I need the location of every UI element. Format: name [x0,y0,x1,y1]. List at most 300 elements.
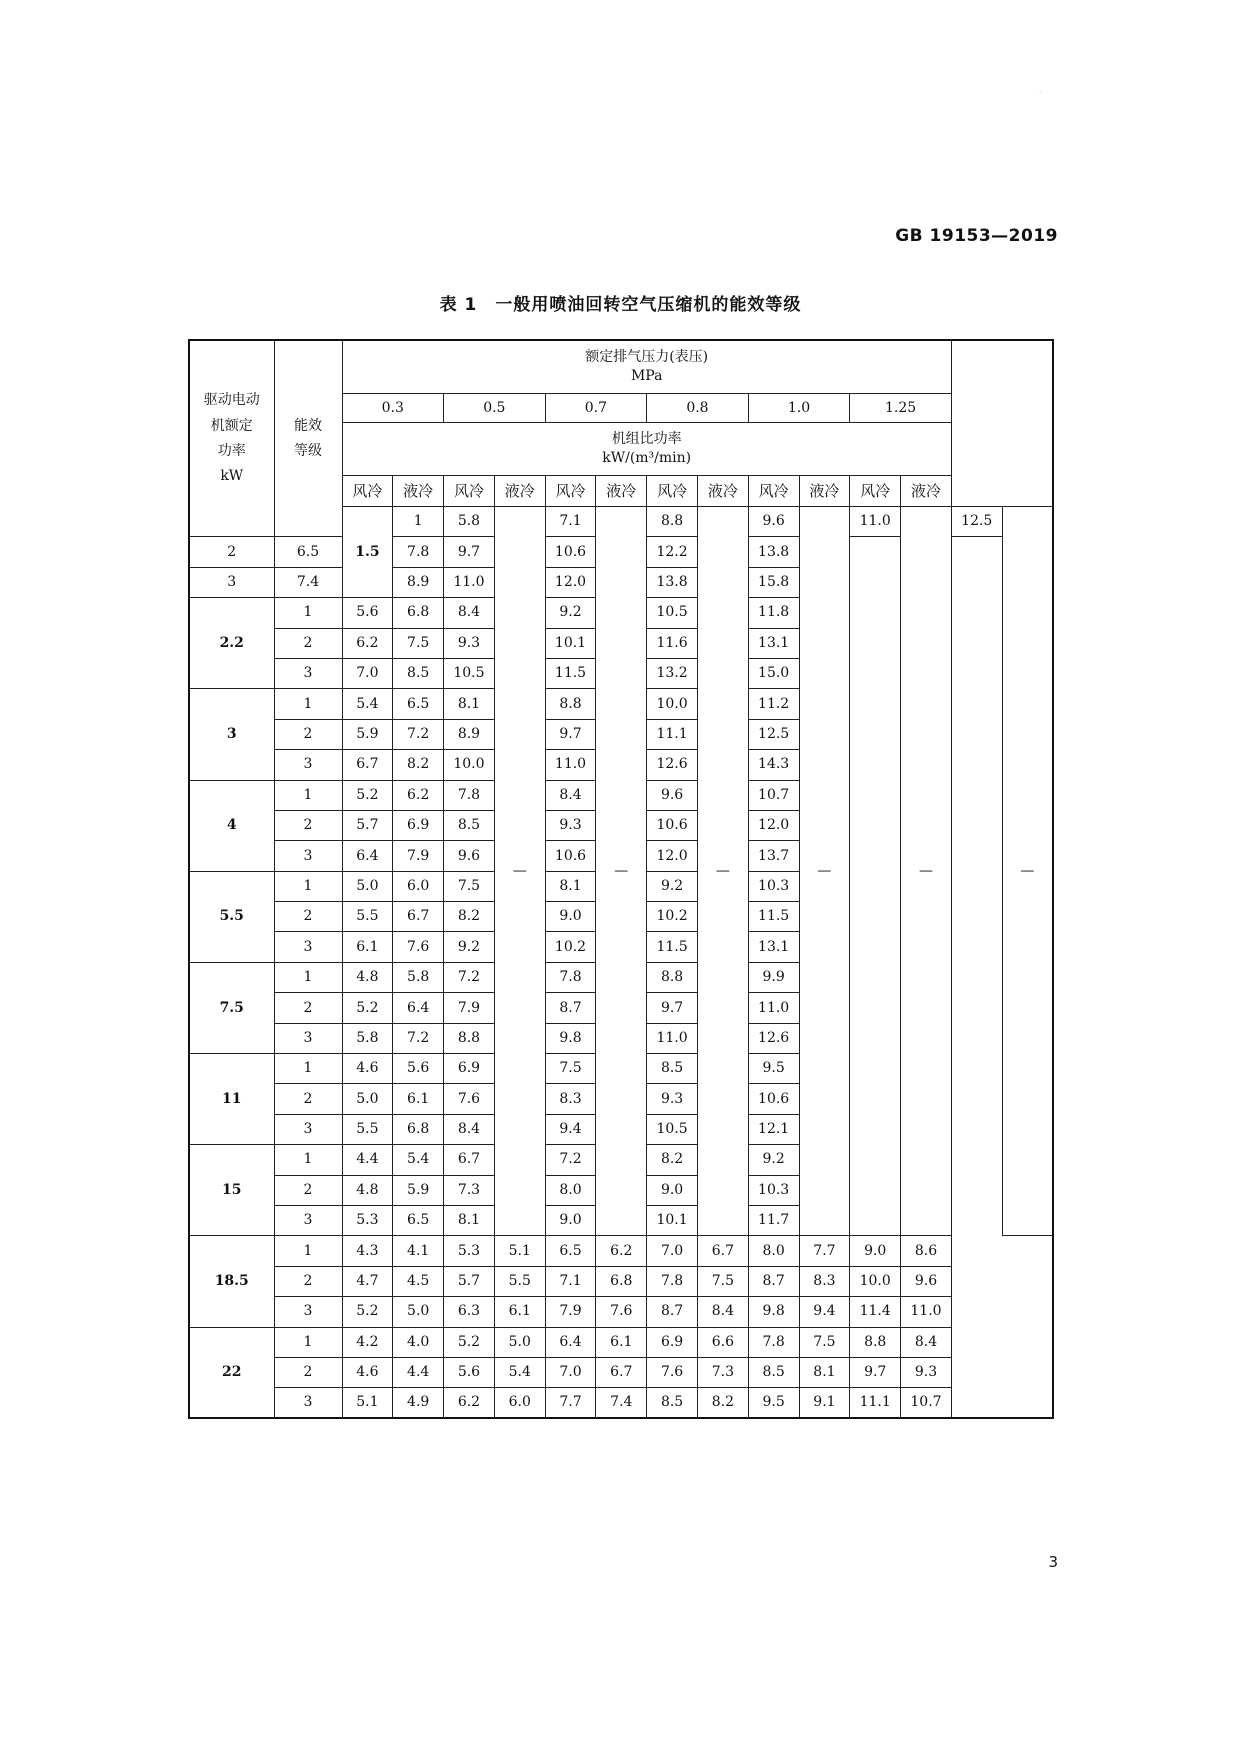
air-cooled-value: 8.2 [393,750,444,780]
table-row [189,1327,1053,1357]
air-cooled-header: 风冷 [850,476,901,507]
grade-cell: 1 [274,689,342,719]
air-cooled-value: 11.4 [850,1297,901,1327]
motor-power-cell: 11 [189,1054,274,1145]
grade-cell: 2 [274,1266,342,1296]
liquid-cooled-value: 4.4 [393,1357,444,1387]
air-cooled-value: 8.8 [647,507,698,537]
liquid-cooled-value: 4.1 [393,1236,444,1266]
air-cooled-value: 10.6 [545,537,596,567]
pressure-value: 1.0 [748,394,850,423]
air-cooled-value: 5.4 [342,689,393,719]
air-cooled-value: 4.8 [342,962,393,992]
air-cooled-value: 5.7 [444,1266,495,1296]
grade-cell: 2 [189,537,274,567]
air-cooled-value: 12.6 [748,1023,799,1053]
grade-cell: 2 [274,1084,342,1114]
air-cooled-value: 6.5 [274,537,342,567]
air-cooled-value: 12.5 [951,507,1002,537]
liquid-not-applicable [799,507,850,1236]
air-cooled-value: 8.9 [444,719,495,749]
grade-header-line: 等级 [294,442,322,459]
air-cooled-value: 4.6 [342,1357,393,1387]
air-cooled-value: 10.5 [647,598,698,628]
grade-cell: 3 [274,658,342,688]
air-cooled-value: 6.5 [393,1205,444,1235]
motor-power-cell: 2.2 [189,598,274,689]
grade-cell: 3 [274,1023,342,1053]
air-cooled-value: 9.3 [545,810,596,840]
liquid-cooled-value: 9.3 [901,1357,952,1387]
motor-power-cell: 1.5 [342,507,393,598]
air-cooled-value: 10.6 [545,841,596,871]
air-cooled-header: 风冷 [748,476,799,507]
air-cooled-value: 7.6 [393,932,444,962]
air-cooled-value: 7.3 [444,1175,495,1205]
air-cooled-value: 4.4 [342,1145,393,1175]
air-cooled-value: 13.7 [748,841,799,871]
grade-cell: 1 [274,1145,342,1175]
air-cooled-value: 6.4 [393,993,444,1023]
air-cooled-value: 11.6 [647,628,698,658]
air-cooled-value: 7.9 [393,841,444,871]
air-cooled-value: 6.4 [342,841,393,871]
air-cooled-header: 风冷 [647,476,698,507]
liquid-not-applicable [494,507,545,1236]
air-cooled-value: 8.8 [444,1023,495,1053]
liquid-cooled-value: 8.1 [799,1357,850,1387]
air-cooled-value: 6.8 [393,598,444,628]
air-cooled-value: 4.2 [342,1327,393,1357]
air-cooled-value: 5.1 [342,1388,393,1418]
grade-cell: 2 [274,1357,342,1387]
air-cooled-value: 10.6 [647,810,698,840]
air-cooled-value: 8.1 [444,1205,495,1235]
grade-cell: 3 [274,932,342,962]
air-cooled-value: 7.5 [444,871,495,901]
dash-mark: — [614,862,629,879]
liquid-cooled-value: 8.2 [697,1388,748,1418]
air-cooled-value: 5.2 [444,1327,495,1357]
air-cooled-value: 11.5 [545,658,596,688]
air-cooled-value: 7.5 [393,628,444,658]
air-cooled-value: 9.5 [748,1388,799,1418]
air-cooled-value: 6.4 [545,1327,596,1357]
air-cooled-value: 9.2 [444,932,495,962]
air-cooled-value: 6.9 [444,1054,495,1084]
air-cooled-value: 7.4 [274,567,342,597]
liquid-cooled-value: 7.5 [799,1327,850,1357]
liquid-cooled-value: 7.4 [596,1388,647,1418]
air-cooled-value: 7.5 [545,1054,596,1084]
air-cooled-value: 9.3 [444,628,495,658]
air-cooled-value: 7.8 [444,780,495,810]
air-cooled-value: 8.2 [444,902,495,932]
air-cooled-value: 8.8 [545,689,596,719]
air-cooled-header: 风冷 [444,476,495,507]
air-cooled-value: 11.1 [647,719,698,749]
air-cooled-value: 9.7 [647,993,698,1023]
liquid-cooled-header: 液冷 [799,476,850,507]
air-cooled-value: 7.8 [647,1266,698,1296]
air-cooled-value: 10.5 [647,1114,698,1144]
liquid-cooled-value: 7.5 [697,1266,748,1296]
air-cooled-value: 9.0 [545,902,596,932]
air-cooled-value: 15.0 [748,658,799,688]
pressure-value: 0.8 [647,394,749,423]
air-cooled-value: 9.9 [748,962,799,992]
air-cooled-value: 9.2 [748,1145,799,1175]
air-cooled-value: 7.2 [393,719,444,749]
pressure-title: 额定排气压力(表压) [585,349,709,366]
air-cooled-value: 9.6 [647,780,698,810]
air-cooled-value: 5.2 [342,780,393,810]
air-cooled-value: 8.5 [393,658,444,688]
grade-cell: 3 [274,1297,342,1327]
liquid-cooled-value: 4.0 [393,1327,444,1357]
air-cooled-value: 8.1 [545,871,596,901]
air-cooled-value: 7.2 [444,962,495,992]
table-row [189,1357,1053,1387]
table-row [189,1236,1053,1266]
liquid-cooled-value: 4.9 [393,1388,444,1418]
air-cooled-value: 10.3 [748,871,799,901]
motor-power-cell: 7.5 [189,962,274,1053]
dash-mark: — [918,862,933,879]
pressure-value: 1.25 [850,394,952,423]
air-cooled-value: 9.7 [850,1357,901,1387]
air-cooled-value: 10.5 [444,658,495,688]
spec-unit: kW/(m³/min) [602,450,692,466]
air-cooled-value: 11.2 [748,689,799,719]
air-cooled-value: 10.2 [545,932,596,962]
grade-cell: 1 [274,1236,342,1266]
air-cooled-value: 9.6 [748,507,799,537]
grade-cell: 2 [274,810,342,840]
air-cooled-value: 7.6 [444,1084,495,1114]
air-cooled-value: 8.7 [545,993,596,1023]
air-cooled-value: 6.2 [444,1388,495,1418]
liquid-cooled-value: 8.4 [697,1297,748,1327]
pressure-value: 0.5 [444,394,546,423]
grade-cell: 1 [274,871,342,901]
liquid-cooled-header: 液冷 [494,476,545,507]
air-cooled-value: 7.2 [545,1145,596,1175]
air-cooled-value: 6.5 [393,689,444,719]
air-cooled-value: 6.7 [342,750,393,780]
air-cooled-value: 5.3 [444,1236,495,1266]
air-cooled-value: 5.0 [342,1084,393,1114]
air-cooled-value: 8.4 [444,598,495,628]
air-cooled-value: 7.1 [545,1266,596,1296]
liquid-cooled-value: 5.1 [494,1236,545,1266]
liquid-cooled-value: 5.0 [393,1297,444,1327]
liquid-cooled-header: 液冷 [901,476,952,507]
air-cooled-value: 13.8 [748,537,799,567]
table-row [189,1266,1053,1296]
air-cooled-value: 10.2 [647,902,698,932]
air-cooled-value: 5.6 [393,1054,444,1084]
air-cooled-value: 9.8 [748,1297,799,1327]
pressure-value: 0.7 [545,394,647,423]
air-cooled-value: 8.0 [545,1175,596,1205]
grade-cell: 3 [274,841,342,871]
air-cooled-value: 5.5 [342,902,393,932]
liquid-cooled-value: 6.0 [494,1388,545,1418]
air-cooled-value: 9.0 [545,1205,596,1235]
motor-power-cell: 18.5 [189,1236,274,1327]
grade-cell: 2 [274,1175,342,1205]
liquid-cooled-value: 5.0 [494,1327,545,1357]
dash-mark: — [1020,862,1035,879]
air-cooled-value: 12.2 [647,537,698,567]
table-caption: 表 1 一般用喷油回转空气压缩机的能效等级 [439,295,802,315]
air-cooled-value: 8.5 [647,1054,698,1084]
table-body [189,340,1053,1418]
air-cooled-value: 5.4 [393,1145,444,1175]
liquid-cooled-header: 液冷 [393,476,444,507]
liquid-cooled-header: 液冷 [596,476,647,507]
air-cooled-value: 4.6 [342,1054,393,1084]
air-cooled-value: 11.7 [748,1205,799,1235]
air-cooled-value: 10.1 [647,1205,698,1235]
liquid-cooled-value: 11.0 [901,1297,952,1327]
air-cooled-value: 6.9 [647,1327,698,1357]
liquid-cooled-value: 6.8 [596,1266,647,1296]
liquid-cooled-value: 6.1 [596,1327,647,1357]
grade-header [274,340,342,537]
air-cooled-value: 11.0 [545,750,596,780]
air-cooled-value: 6.0 [393,871,444,901]
air-cooled-value: 7.7 [545,1388,596,1418]
table-row [189,1297,1053,1327]
air-cooled-value: 6.2 [393,780,444,810]
air-cooled-value: 8.3 [545,1084,596,1114]
air-cooled-value: 8.9 [393,567,444,597]
motor-power-cell: 3 [189,689,274,780]
liquid-cooled-header: 液冷 [697,476,748,507]
grade-cell: 1 [274,1054,342,1084]
air-cooled-value: 7.0 [647,1236,698,1266]
air-cooled-value: 14.3 [748,750,799,780]
air-cooled-value: 11.0 [850,507,901,537]
air-cooled-value: 13.8 [647,567,698,597]
air-cooled-value: 5.8 [444,507,495,537]
liquid-not-applicable [1002,507,1053,1236]
air-cooled-value: 8.8 [850,1327,901,1357]
air-cooled-value: 11.0 [748,993,799,1023]
air-cooled-value: 10.0 [850,1266,901,1296]
pressure-unit: MPa [630,368,663,384]
liquid-cooled-value: 7.3 [697,1357,748,1387]
air-cooled-value: 8.8 [647,962,698,992]
air-cooled-value: 10.7 [748,780,799,810]
air-cooled-value: 11.0 [444,567,495,597]
air-cooled-value: 12.5 [748,719,799,749]
air-cooled-header: 风冷 [545,476,596,507]
air-cooled-value: 7.8 [545,962,596,992]
motor-power-cell: 15 [189,1145,274,1236]
motor-power-cell: 4 [189,780,274,871]
air-cooled-value: 9.6 [444,841,495,871]
liquid-cooled-value: 4.5 [393,1266,444,1296]
air-cooled-value: 9.4 [545,1114,596,1144]
grade-header-line: 能效 [294,417,322,434]
air-cooled-value: 6.1 [342,932,393,962]
air-cooled-value: 8.7 [748,1266,799,1296]
dash-mark: — [715,862,730,879]
air-cooled-value: 12.0 [647,841,698,871]
grade-cell: 1 [393,507,444,537]
liquid-cooled-value: 7.6 [596,1297,647,1327]
air-cooled-value: 8.0 [748,1236,799,1266]
motor-power-cell: 5.5 [189,871,274,962]
liquid-cooled-value: 9.6 [901,1266,952,1296]
liquid-cooled-value: 9.4 [799,1297,850,1327]
air-cooled-value: 8.5 [748,1357,799,1387]
air-cooled-value: 7.0 [342,658,393,688]
air-cooled-value: 6.1 [393,1084,444,1114]
air-cooled-value: 5.0 [342,871,393,901]
air-cooled-value: 5.5 [342,1114,393,1144]
grade-cell: 3 [274,1114,342,1144]
grade-cell: 1 [274,598,342,628]
air-cooled-value: 9.7 [444,537,495,567]
air-cooled-value: 5.3 [342,1205,393,1235]
air-cooled-value: 8.5 [444,810,495,840]
air-cooled-value: 9.5 [748,1054,799,1084]
air-cooled-value: 10.6 [748,1084,799,1114]
air-cooled-value: 9.2 [647,871,698,901]
air-cooled-value: 7.2 [393,1023,444,1053]
air-cooled-value: 7.0 [545,1357,596,1387]
grade-cell: 3 [274,750,342,780]
spec-title: 机组比功率 [611,431,682,448]
liquid-cooled-value: 8.3 [799,1266,850,1296]
air-cooled-value: 11.0 [647,1023,698,1053]
air-cooled-value: 13.1 [748,628,799,658]
air-cooled-value: 7.8 [393,537,444,567]
grade-cell: 1 [274,780,342,810]
air-cooled-value: 6.5 [545,1236,596,1266]
air-cooled-value: 6.7 [444,1145,495,1175]
grade-cell: 3 [274,1205,342,1235]
liquid-cooled-value: 6.7 [596,1357,647,1387]
air-cooled-value: 15.8 [748,567,799,597]
air-cooled-value: 5.9 [342,719,393,749]
air-cooled-value: 8.2 [647,1145,698,1175]
liquid-cooled-value: 8.4 [901,1327,952,1357]
air-cooled-value: 10.1 [545,628,596,658]
grade-cell: 3 [189,567,274,597]
liquid-cooled-value: 5.4 [494,1357,545,1387]
air-cooled-value: 5.7 [342,810,393,840]
air-cooled-value: 12.0 [545,567,596,597]
power-header-line: 机额定 [210,417,253,434]
air-cooled-value: 11.1 [850,1388,901,1418]
dash-mark: — [817,862,832,879]
air-cooled-value: 7.8 [748,1327,799,1357]
air-cooled-value: 9.7 [545,719,596,749]
liquid-not-applicable [697,507,748,1236]
power-header-line: kW [220,467,244,484]
liquid-cooled-value: 6.2 [596,1236,647,1266]
power-header-line: 驱动电动 [203,392,260,409]
grade-cell: 2 [274,993,342,1023]
air-cooled-value: 5.8 [393,962,444,992]
liquid-cooled-value: 6.7 [697,1236,748,1266]
air-cooled-value: 13.2 [647,658,698,688]
air-cooled-value: 10.0 [444,750,495,780]
air-cooled-value: 6.7 [393,902,444,932]
air-cooled-value: 5.6 [342,598,393,628]
air-cooled-header: 风冷 [342,476,393,507]
air-cooled-value: 5.2 [342,1297,393,1327]
grade-cell: 1 [274,962,342,992]
air-cooled-value: 7.6 [647,1357,698,1387]
air-cooled-value: 11.5 [647,932,698,962]
air-cooled-value: 4.8 [342,1175,393,1205]
air-cooled-value: 12.1 [748,1114,799,1144]
air-cooled-value: 5.2 [342,993,393,1023]
liquid-not-applicable [901,507,952,1236]
air-cooled-value: 10.0 [647,689,698,719]
air-cooled-value: 6.2 [342,628,393,658]
grade-cell: 1 [274,1327,342,1357]
standard-number: GB 19153—2019 [895,226,1058,246]
air-cooled-value: 5.9 [393,1175,444,1205]
air-cooled-value: 7.1 [545,507,596,537]
air-cooled-value: 8.1 [444,689,495,719]
page-number: 3 [1048,1553,1058,1571]
table-row [189,1388,1053,1418]
air-cooled-value: 9.3 [647,1084,698,1114]
air-cooled-value: 9.8 [545,1023,596,1053]
liquid-not-applicable [596,507,647,1236]
air-cooled-value: 9.0 [850,1236,901,1266]
air-cooled-value: 6.9 [393,810,444,840]
air-cooled-value: 7.9 [444,993,495,1023]
air-cooled-value: 8.4 [545,780,596,810]
grade-cell: 2 [274,628,342,658]
grade-cell: 2 [274,902,342,932]
grade-cell: 3 [274,1388,342,1418]
pressure-value: 0.3 [342,394,444,423]
air-cooled-value: 11.5 [748,902,799,932]
power-header-line: 功率 [217,442,246,459]
liquid-cooled-value: 6.6 [697,1327,748,1357]
air-cooled-value: 8.5 [647,1388,698,1418]
liquid-cooled-value: 7.7 [799,1236,850,1266]
air-cooled-value: 6.8 [393,1114,444,1144]
air-cooled-value: 4.7 [342,1266,393,1296]
dash-mark: — [512,862,527,879]
grade-cell: 2 [274,719,342,749]
air-cooled-value: 7.9 [545,1297,596,1327]
liquid-cooled-value: 5.5 [494,1266,545,1296]
pressure-header [342,340,951,394]
air-cooled-value: 5.6 [444,1357,495,1387]
air-cooled-value: 11.8 [748,598,799,628]
liquid-cooled-value: 10.7 [901,1388,952,1418]
air-cooled-value: 8.7 [647,1297,698,1327]
liquid-cooled-value: 8.6 [901,1236,952,1266]
air-cooled-value: 9.2 [545,598,596,628]
air-cooled-value: 12.0 [748,810,799,840]
liquid-cooled-value: 9.1 [799,1388,850,1418]
air-cooled-value: 8.4 [444,1114,495,1144]
liquid-cooled-value: 6.1 [494,1297,545,1327]
